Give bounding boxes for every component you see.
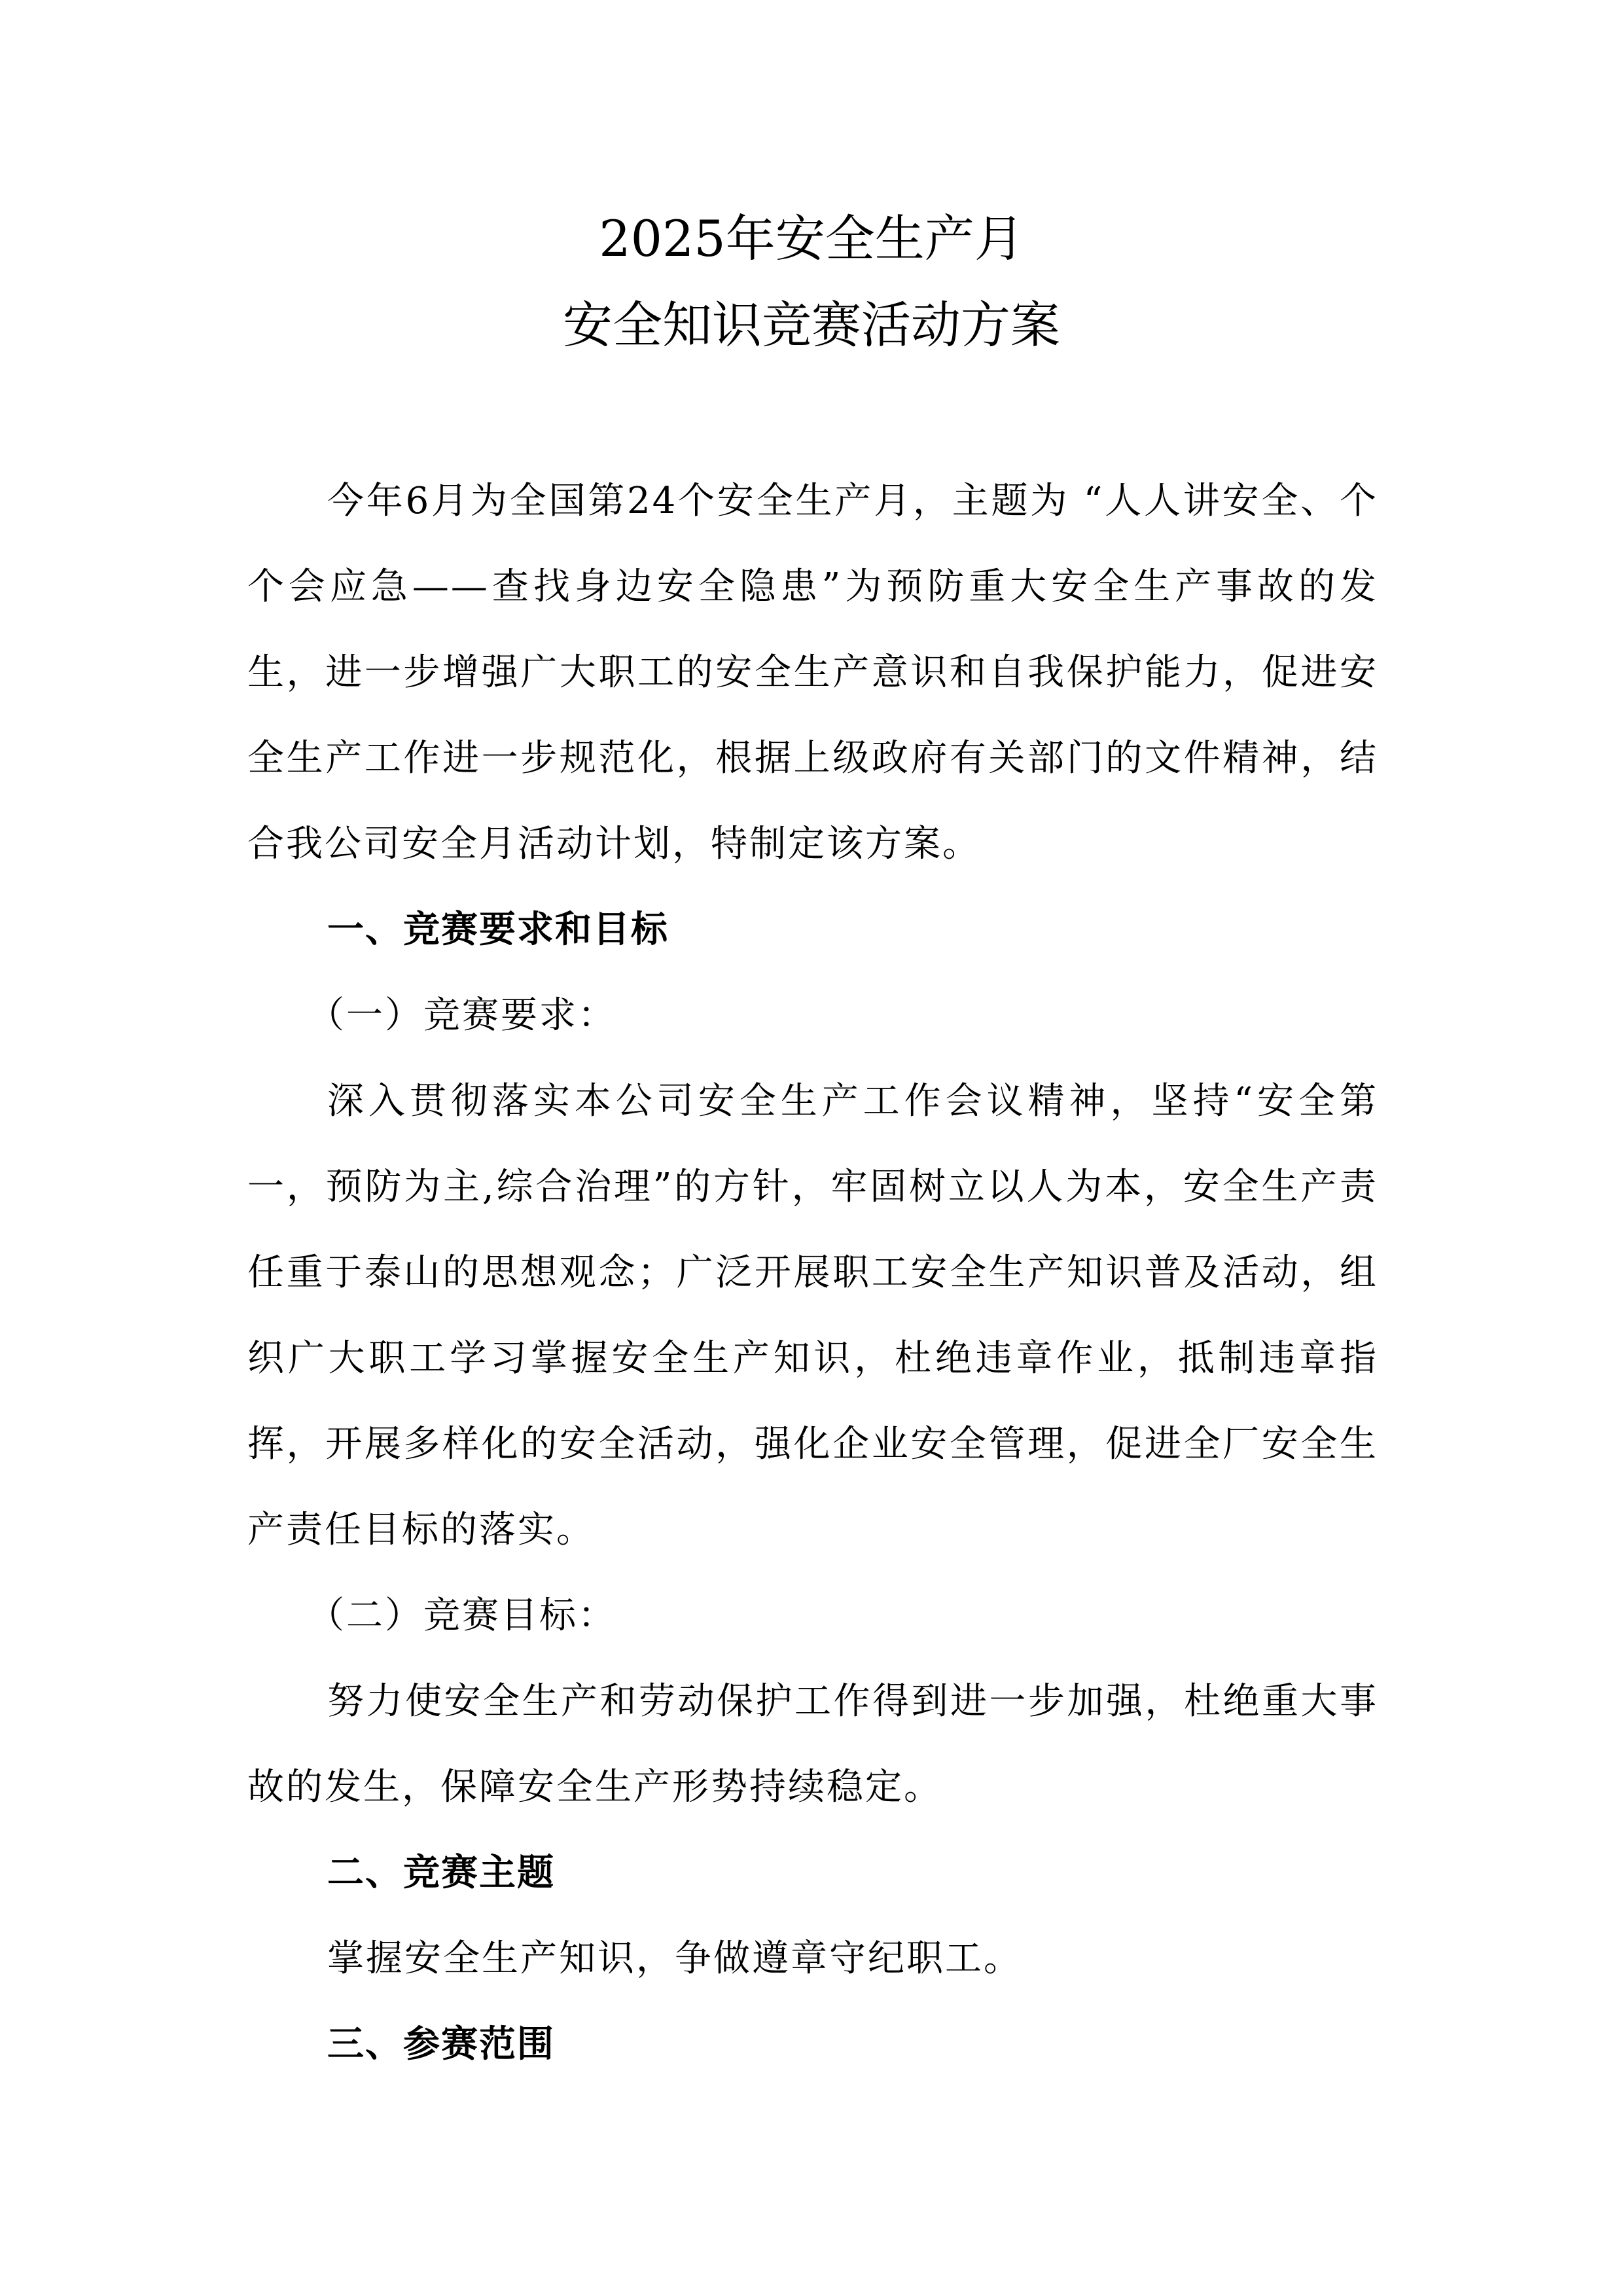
theme-paragraph: 掌握安全生产知识，争做遵章守纪职工。: [327, 1937, 1022, 1980]
goals-paragraph: 努力使安全生产和劳动保护工作得到进一步加强，杜绝重大事故的发生，保障安全生产形势持续稳定。: [247, 1680, 1378, 1808]
requirements-paragraph: 深入贯彻落实本公司安全生产工作会议精神，坚持“安全第一，预防为主,综合治理”的方针，牢固树立以人为本，安全生产责任重于泰山的思想观念；广泛开展职工安全生产知识普及活动，组织广大职工学习掌握安全生产知识，杜绝违章作业，抵制违章指挥，开展多样化的安全活动，强化企业安全管理，促进全厂安全生产责任目标的落实。: [247, 1080, 1378, 1551]
section-heading-scope: 三、参赛范围: [327, 2023, 555, 2066]
document-title-line1: 2025年安全生产月: [599, 209, 1024, 268]
document-title-line2: 安全知识竞赛活动方案: [563, 296, 1060, 354]
subheading-requirements: （一）竞赛要求：: [308, 994, 616, 1037]
subheading-goals: （二）竞赛目标：: [308, 1594, 616, 1637]
intro-paragraph: 今年6月为全国第24个安全生产月，主题为 “人人讲安全、个个会应急——查找身边安全隐患”为预防重大安全生产事故的发生，进一步增强广大职工的安全生产意识和自我保护能力，促进安全生产工作进一步规范化，根据上级政府有关部门的文件精神，结合我公司安全月活动计划，特制定该方案。: [247, 480, 1378, 865]
document-body: [247, 458, 1378, 2087]
section-heading-requirements-goals: 一、竞赛要求和目标: [327, 908, 669, 951]
section-heading-theme: 二、竞赛主题: [327, 1852, 555, 1894]
